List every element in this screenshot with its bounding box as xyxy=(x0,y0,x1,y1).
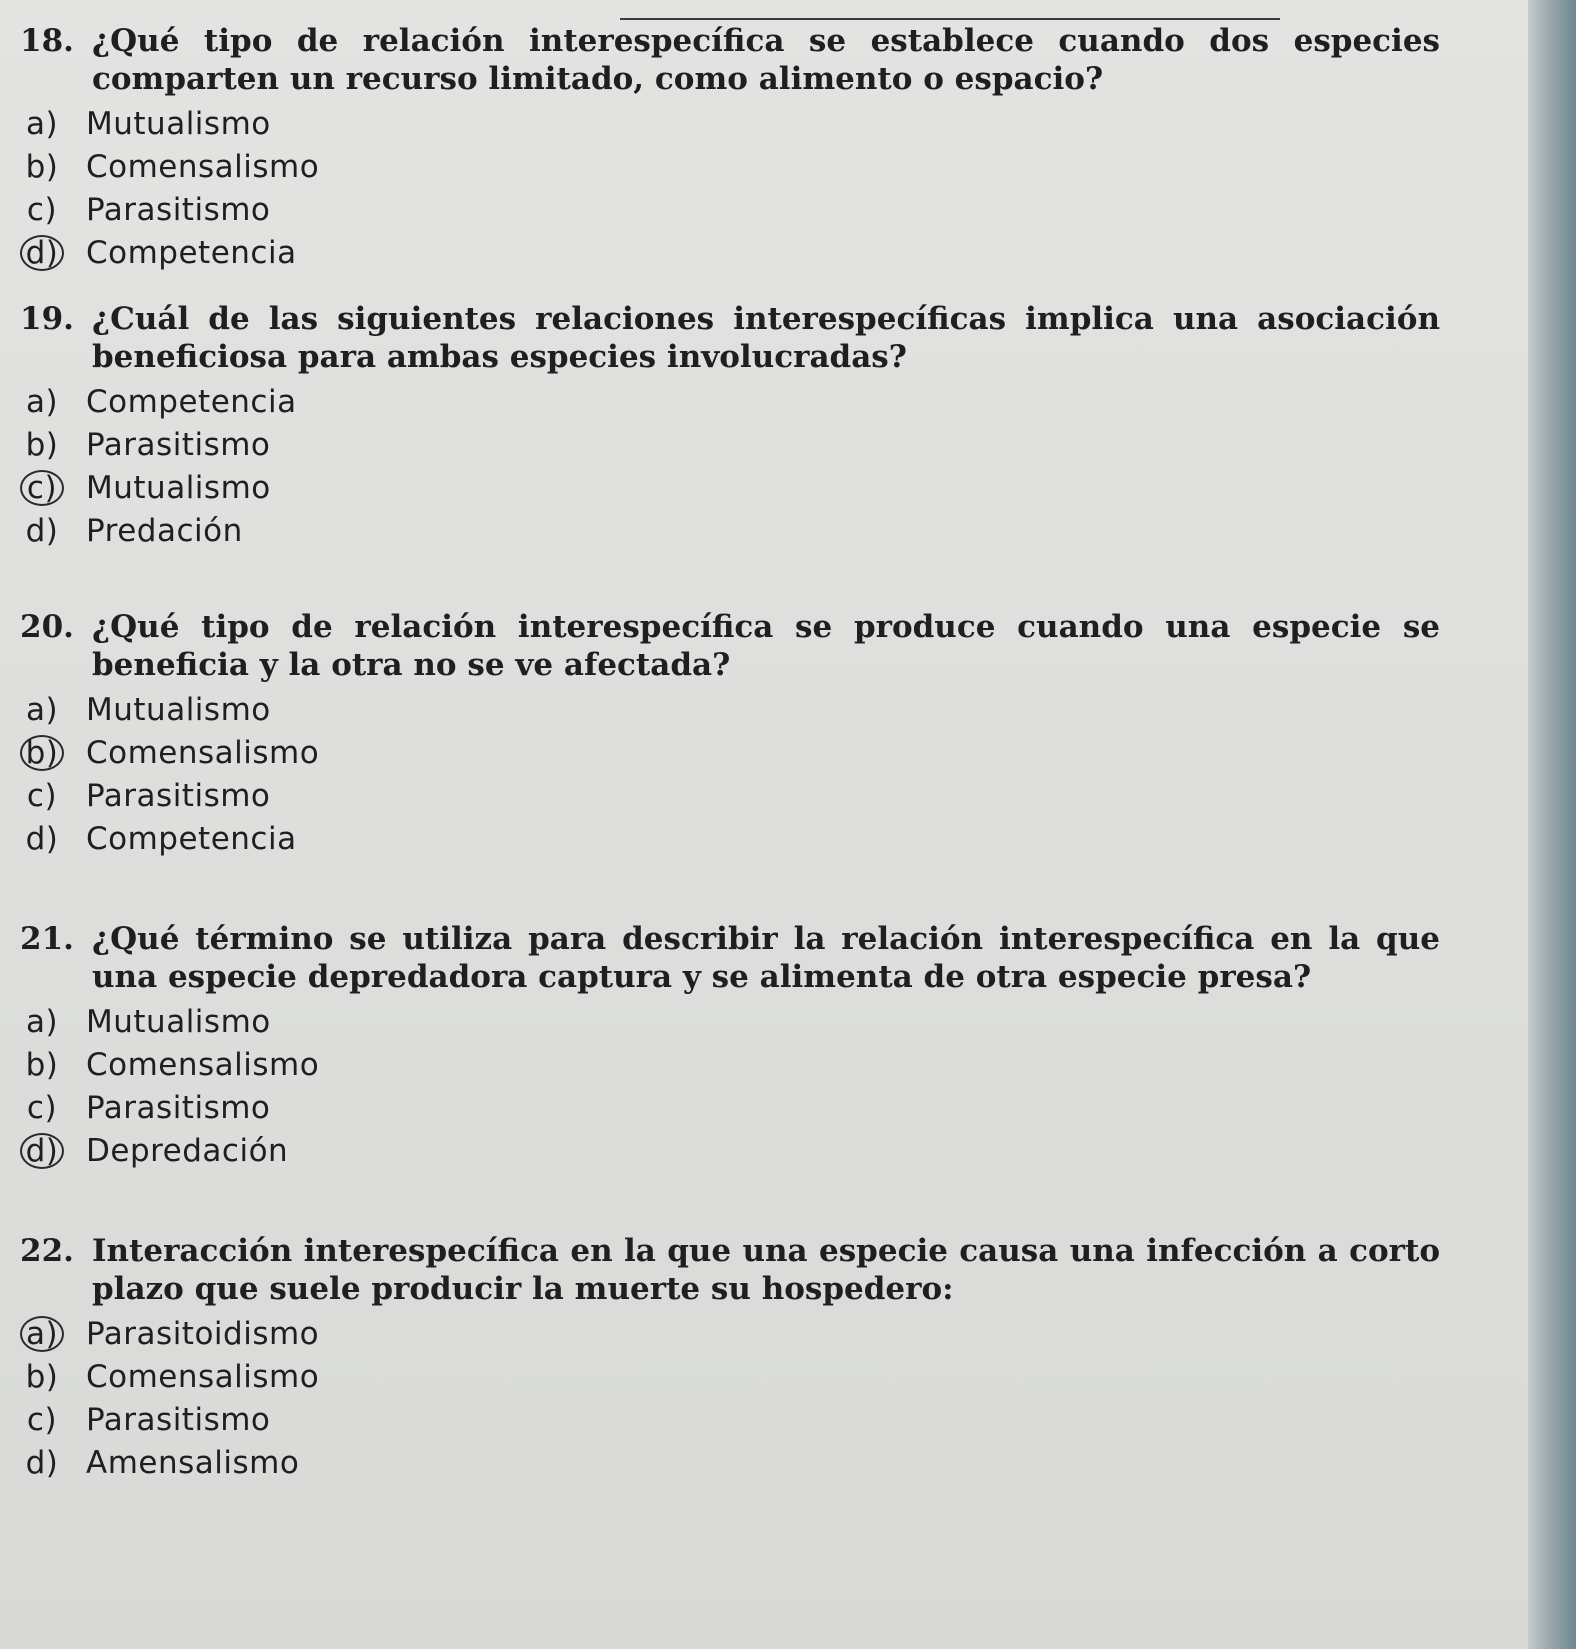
question-number: 20. xyxy=(20,609,74,645)
question-number: 19. xyxy=(20,301,74,337)
option-c[interactable] xyxy=(20,1398,1440,1441)
option-a[interactable] xyxy=(20,102,1440,145)
option-label: Parasitismo xyxy=(86,426,271,463)
option-letter: d) xyxy=(25,1444,59,1481)
option-label: Parasitismo xyxy=(86,777,271,814)
option-c[interactable] xyxy=(20,774,1440,817)
option-d[interactable] xyxy=(20,817,1440,860)
option-d[interactable] xyxy=(20,1441,1440,1484)
question-text: ¿Qué tipo de relación interespecífica se establece cuando dos especies comparten un recurso limitado, como alimento o espacio? xyxy=(92,23,1440,97)
option-c[interactable] xyxy=(20,1086,1440,1129)
question-22 xyxy=(20,1232,1440,1484)
option-list xyxy=(20,102,1440,274)
option-letter: d) xyxy=(25,512,59,549)
option-c[interactable] xyxy=(20,466,1440,509)
top-rule xyxy=(620,18,1280,20)
option-c[interactable] xyxy=(20,188,1440,231)
option-b[interactable] xyxy=(20,145,1440,188)
option-b[interactable] xyxy=(20,731,1440,774)
question-20 xyxy=(20,608,1440,860)
option-label: Mutualismo xyxy=(86,691,271,728)
option-label: Comensalismo xyxy=(86,1046,320,1083)
option-label: Depredación xyxy=(86,1132,289,1169)
option-list xyxy=(20,1000,1440,1172)
option-d[interactable] xyxy=(20,231,1440,274)
circled-option-letter: c) xyxy=(20,470,64,506)
option-letter: a) xyxy=(25,105,59,142)
option-letter: a) xyxy=(25,1003,59,1040)
option-label: Parasitismo xyxy=(86,1401,271,1438)
circled-option-letter: b) xyxy=(20,735,64,771)
question-number: 22. xyxy=(20,1233,74,1269)
option-letter: c) xyxy=(26,191,58,228)
option-label: Mutualismo xyxy=(86,469,271,506)
option-list xyxy=(20,1312,1440,1484)
option-letter: b) xyxy=(25,1046,59,1083)
question-number: 21. xyxy=(20,921,74,957)
option-list xyxy=(20,380,1440,552)
option-list xyxy=(20,688,1440,860)
option-label: Comensalismo xyxy=(86,734,320,771)
option-label: Competencia xyxy=(86,383,297,420)
option-a[interactable] xyxy=(20,380,1440,423)
question-text: ¿Qué término se utiliza para describir la relación interespecífica en la que una especie depredadora captura y se alimenta de otra especie presa? xyxy=(92,921,1440,995)
option-label: Comensalismo xyxy=(86,148,320,185)
option-d[interactable] xyxy=(20,1129,1440,1172)
page-edge-background xyxy=(1528,0,1576,1649)
option-label: Comensalismo xyxy=(86,1358,320,1395)
question-number: 18. xyxy=(20,23,74,59)
question-text: ¿Qué tipo de relación interespecífica se produce cuando una especie se beneficia y la otra no se ve afectada? xyxy=(92,609,1440,683)
question-text: ¿Cuál de las siguientes relaciones interespecíficas implica una asociación beneficiosa para ambas especies involucradas? xyxy=(92,301,1440,375)
option-b[interactable] xyxy=(20,423,1440,466)
option-letter: a) xyxy=(25,383,59,420)
circled-option-letter: d) xyxy=(20,1133,64,1169)
option-label: Competencia xyxy=(86,820,297,857)
circled-option-letter: d) xyxy=(20,235,64,271)
option-label: Competencia xyxy=(86,234,297,271)
question-21 xyxy=(20,920,1440,1172)
option-label: Parasitismo xyxy=(86,191,271,228)
option-label: Parasitoidismo xyxy=(86,1315,320,1352)
option-b[interactable] xyxy=(20,1355,1440,1398)
option-label: Predación xyxy=(86,512,243,549)
option-a[interactable] xyxy=(20,1312,1440,1355)
option-b[interactable] xyxy=(20,1043,1440,1086)
option-label: Parasitismo xyxy=(86,1089,271,1126)
question-19 xyxy=(20,300,1440,552)
option-letter: c) xyxy=(26,777,58,814)
option-label: Mutualismo xyxy=(86,1003,271,1040)
option-letter: d) xyxy=(25,820,59,857)
option-letter: b) xyxy=(25,1358,59,1395)
option-letter: c) xyxy=(26,1089,58,1126)
option-d[interactable] xyxy=(20,509,1440,552)
option-letter: a) xyxy=(25,691,59,728)
option-a[interactable] xyxy=(20,688,1440,731)
option-a[interactable] xyxy=(20,1000,1440,1043)
question-text: Interacción interespecífica en la que una especie causa una infección a corto plazo que suele producir la muerte su hospedero: xyxy=(92,1233,1440,1307)
question-18 xyxy=(20,22,1440,274)
option-letter: c) xyxy=(26,1401,58,1438)
option-label: Mutualismo xyxy=(86,105,271,142)
option-letter: b) xyxy=(25,148,59,185)
circled-option-letter: a) xyxy=(20,1316,64,1352)
option-label: Amensalismo xyxy=(86,1444,300,1481)
option-letter: b) xyxy=(25,426,59,463)
